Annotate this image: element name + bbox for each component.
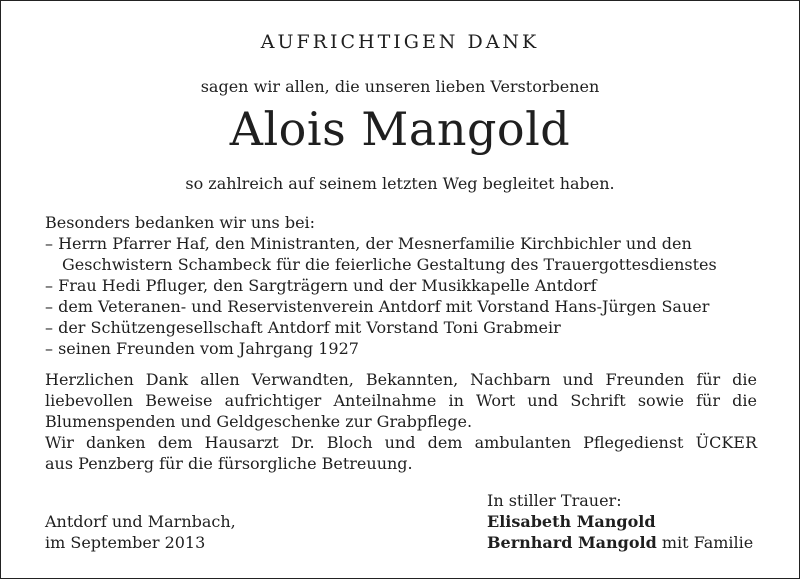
mourners-intro: In stiller Trauer: xyxy=(487,491,622,510)
place-text: Antdorf und Marnbach, xyxy=(45,512,236,531)
thanks-list-item: – dem Veteranen- und Reservistenverein Antdorf mit Vorstand Hans-Jürgen Sauer xyxy=(45,297,710,316)
thanks-list-item-continuation: Geschwistern Schambeck für die feierliche Gestaltung des Trauergottesdienstes xyxy=(62,255,717,274)
special-thanks-heading: Besonders bedanken wir uns bei: xyxy=(45,213,316,232)
mourner-name: Bernhard Mangold xyxy=(487,533,657,552)
thanks-list-item: – Frau Hedi Pfluger, den Sargträgern und der Musikkapelle Antdorf xyxy=(45,276,597,295)
outro-text: so zahlreich auf seinem letzten Weg begleitet haben. xyxy=(185,174,615,193)
date-text: im September 2013 xyxy=(45,533,206,552)
deceased-name: Alois Mangold xyxy=(229,102,571,156)
mourner-line xyxy=(487,532,753,553)
closing-line: liebevollen Beweise aufrichtiger Anteilnahme in Wort und Schrift sowie für die xyxy=(45,391,757,410)
mourner-suffix: mit Familie xyxy=(656,533,754,552)
intro-text: sagen wir allen, die unseren lieben Verstorbenen xyxy=(200,77,600,96)
closing-line: Herzlichen Dank allen Verwandten, Bekannten, Nachbarn und Freunden für die xyxy=(45,370,757,389)
special-thanks-block xyxy=(45,212,757,359)
notice-heading: AUFRICHTIGEN DANK xyxy=(260,31,540,53)
thanks-list-item: – seinen Freunden vom Jahrgang 1927 xyxy=(45,339,359,358)
mourners-block xyxy=(487,490,753,553)
closing-line: Blumenspenden und Geldgeschenke zur Grabpflege. xyxy=(45,412,473,431)
thanks-list-item: – Herrn Pfarrer Haf, den Ministranten, der Mesnerfamilie Kirchbichler und den xyxy=(45,234,692,253)
closing-thanks-paragraph xyxy=(45,369,757,474)
closing-line: aus Penzberg für die fürsorgliche Betreuung. xyxy=(45,454,413,473)
thanks-list-item: – der Schützengesellschaft Antdorf mit Vorstand Toni Grabmeir xyxy=(45,318,561,337)
closing-line: Wir danken dem Hausarzt Dr. Bloch und dem ambulanten Pflegedienst ÜCKER xyxy=(45,433,757,452)
place-and-date xyxy=(45,511,236,553)
mourner-name: Elisabeth Mangold xyxy=(487,512,656,531)
